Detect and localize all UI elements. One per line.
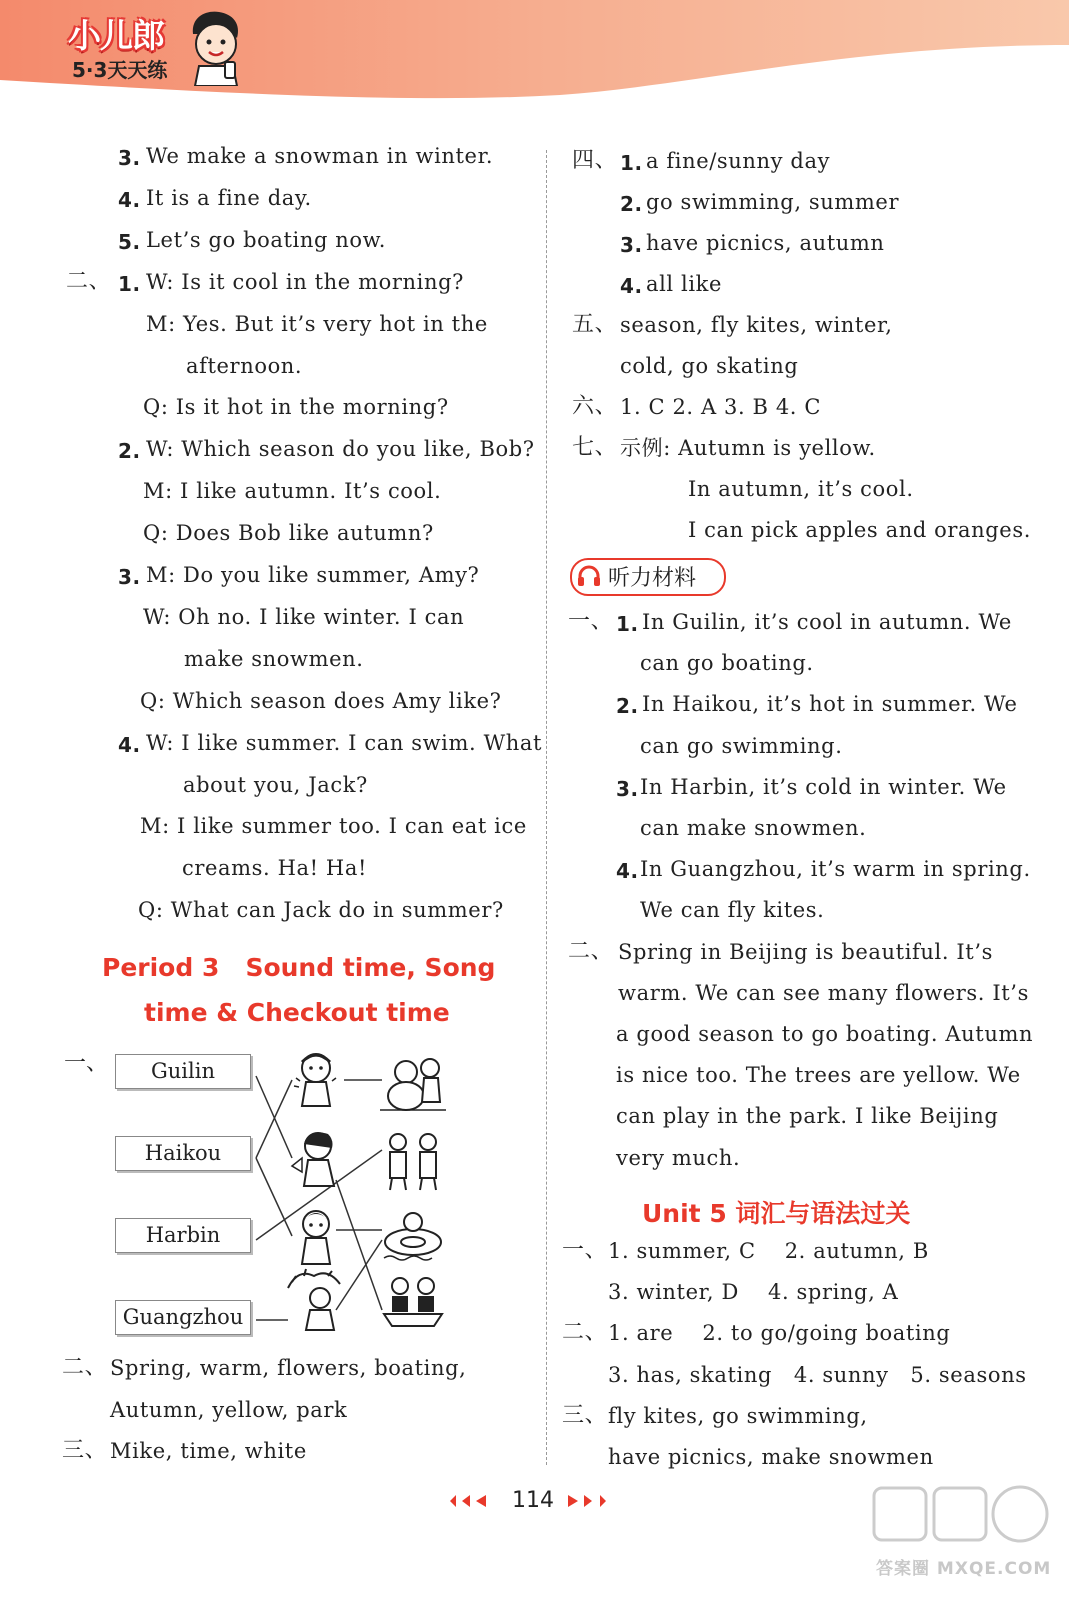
item-number: 1. [620,151,643,175]
line-text: 1. summer, C 2. autumn, B [608,1239,929,1263]
line-text: Mike, time, white [110,1439,307,1463]
line-text: can go swimming. [640,733,843,758]
line-text: make snowmen. [184,646,364,671]
item-number: 5. [118,229,141,254]
item-number: 3. [118,565,141,589]
line-text: cold, go skating [620,354,799,378]
item-number: 2. [620,192,643,216]
line-text: fly kites, go swimming, [608,1403,868,1428]
item-number: 3. [616,776,639,801]
line-text: can go boating. [640,651,814,676]
city-box-haikou: Haikou [115,1136,251,1171]
section-mark: 六、 [572,394,618,419]
line-text: We make a snowman in winter. [146,144,494,168]
city-box-guangzhou: Guangzhou [115,1300,251,1335]
line-text: Spring in Beijing is beautiful. It’s [618,939,993,964]
line-text: In Guangzhou, it’s warm in spring. [640,857,1031,882]
column-divider [546,150,547,1465]
prev-arrows-icon [448,1493,496,1509]
section-mark: 一、 [64,1051,109,1076]
line-text: Autumn, yellow, park [110,1397,348,1422]
line-text: 1. are 2. to go/going boating [608,1321,951,1346]
item-number: 1. [616,612,639,636]
item-number: 4. [118,732,141,757]
line-text: M: Yes. But it’s very hot in the [146,311,488,336]
mascot-boy-icon [185,8,247,86]
line-text: warm. We can see many flowers. It’s [618,980,1029,1005]
line-text: season, fly kites, winter, [620,313,893,337]
line-text: In Guilin, it’s cool in autumn. We [642,610,1012,634]
section-mark: 四、 [572,148,618,173]
girl-cold-icon [288,1048,344,1114]
line-text: Q: Which season does Amy like? [140,688,502,713]
line-text: a good season to go boating. Autumn [616,1022,1034,1046]
period-heading: Period 3 Sound time, Song [102,953,496,982]
unit-heading: Unit 5 词汇与语法过关 [642,1199,911,1228]
line-text: M: I like autumn. It’s cool. [143,479,442,504]
boy-tree-icon [284,1268,350,1334]
line-text: have picnics, make snowmen [608,1445,934,1469]
item-number: 4. [118,187,141,212]
girl-fan-icon [288,1126,344,1192]
line-text: W: Which season do you like, Bob? [146,437,535,462]
line-text: In Harbin, it’s cold in winter. We [640,774,1007,799]
item-number: 3. [118,146,141,170]
section-mark: 一、 [568,609,614,634]
line-text: about you, Jack? [183,772,368,797]
watermark-logo-icon [872,1482,1052,1552]
section-mark: 一、 [562,1238,608,1263]
line-text: W: I like summer. I can swim. What [146,730,543,755]
line-text: M: Do you like summer, Amy? [146,563,480,587]
line-text: Spring, warm, flowers, boating, [110,1356,467,1380]
line-text: afternoon. [186,353,303,378]
section-mark: 三、 [562,1402,608,1428]
logo-title: 小儿郎 [68,16,164,55]
line-text: can make snowmen. [640,816,867,840]
section-mark: 三、 [62,1438,108,1463]
line-text: 1. C 2. A 3. B 4. C [620,395,822,419]
line-text: Q: What can Jack do in summer? [138,898,504,923]
line-text: Q: Is it hot in the morning? [143,395,449,420]
children-boat-icon [380,1272,446,1332]
line-text: creams. Ha! Ha! [182,856,368,881]
line-text: 3. winter, D 4. spring, A [608,1280,899,1305]
item-number: 3. [620,233,643,257]
item-number: 4. [620,274,643,298]
swimming-ring-icon [380,1206,446,1262]
listening-material-label: 听力材料 [608,566,697,591]
line-text: very much. [616,1145,741,1170]
item-number: 2. [616,694,639,719]
line-text: is nice too. The trees are yellow. We [616,1063,1021,1088]
section-mark: 二、 [568,938,614,964]
section-mark: 七、 [572,435,618,460]
line-text: 示例: Autumn is yellow. [620,436,876,460]
item-number: 4. [616,859,639,884]
next-arrows-icon [566,1493,614,1509]
period-heading-line2: time & Checkout time [144,998,450,1027]
line-text: can play in the park. I like Beijing [616,1104,999,1129]
item-number: 1. [118,271,141,296]
line-text: In Haikou, it’s hot in summer. We [642,692,1018,717]
snowman-icon [380,1050,446,1114]
logo-subtitle: 5·3天天练 [72,58,168,82]
watermark-text: 答案圈 MXQE.COM [876,1559,1052,1579]
line-text: Let’s go boating now. [146,227,387,252]
headphones-icon [577,565,601,587]
city-box-harbin: Harbin [115,1218,251,1253]
line-text: I can pick apples and oranges. [688,518,1031,542]
section-mark: 二、 [62,1355,108,1380]
line-text: W: Is it cool in the morning? [146,269,464,294]
page-number: 114 [512,1488,554,1513]
line-text: 3. has, skating 4. sunny 5. seasons [608,1362,1027,1387]
section-mark: 二、 [66,268,112,294]
section-mark: 五、 [572,312,618,337]
item-number: 2. [118,439,141,464]
line-text: Q: Does Bob like autumn? [143,521,434,546]
line-text: go swimming, summer [646,190,900,214]
line-text: It is a fine day. [146,185,312,210]
city-box-guilin: Guilin [115,1054,251,1089]
girl-icon [290,1206,342,1268]
line-text: W: Oh no. I like winter. I can [143,604,465,629]
line-text: a fine/sunny day [646,149,831,173]
line-text: We can fly kites. [640,898,825,923]
line-text: In autumn, it’s cool. [688,477,914,501]
line-text: all like [646,272,723,296]
watermark [872,1482,1052,1592]
section-mark: 二、 [562,1320,608,1346]
line-text: have picnics, autumn [646,231,885,255]
line-text: M: I like summer too. I can eat ice [140,814,527,839]
children-flowers-icon [380,1128,446,1192]
